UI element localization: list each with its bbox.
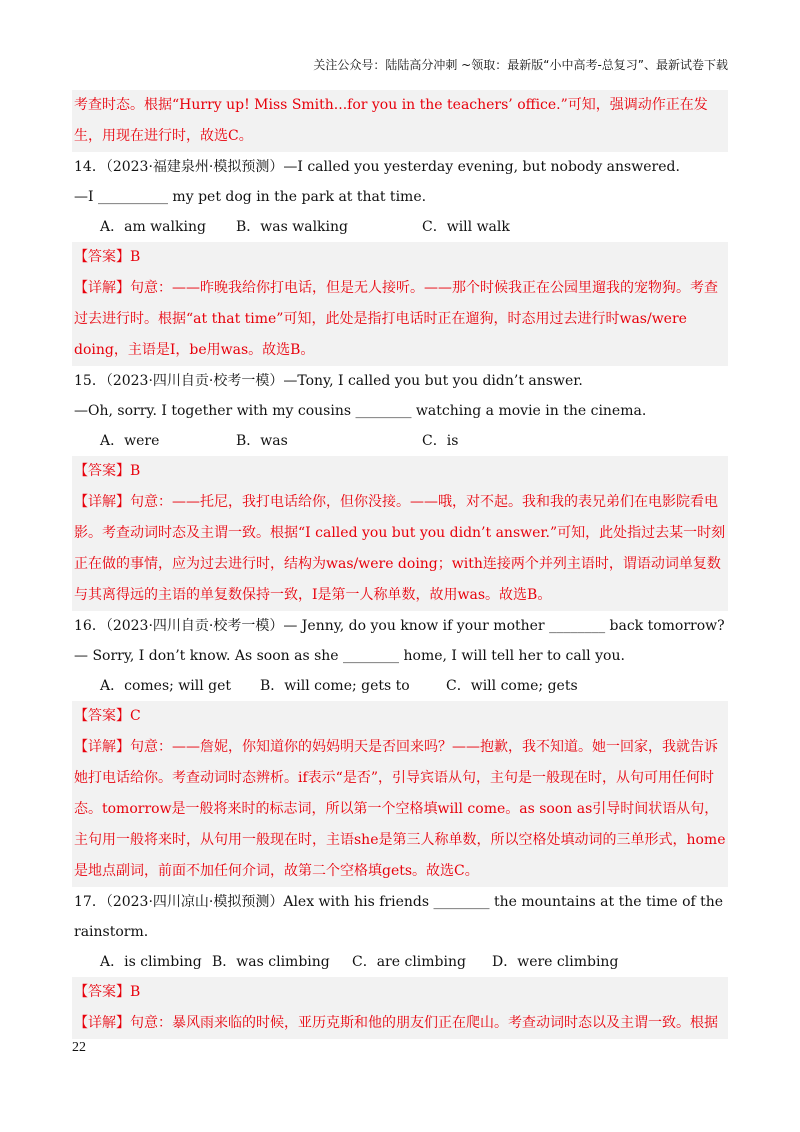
option-c: C．will come; gets [446,678,578,694]
question-15-line2: —Oh, sorry. I together with my cousins ________ watching a movie in the cinema. [74,403,647,419]
option-b: B．will come; gets to [260,678,410,694]
question-16-stem: 16．（2023·四川自贡·校考一模）— Jenny, do you know if your mother ________ back tomorrow? [74,618,725,634]
option-a: A．is climbing [100,954,202,970]
page-number: 22 [72,1040,86,1055]
explanation: 【详解】句意：暴风雨来临的时候，亚历克斯和他的朋友们正在爬山。考查动词时态以及主谓一致。根据 [74,1015,718,1031]
question-17-answer-box [72,977,728,1039]
option-d: D．were climbing [492,954,619,970]
question-14-stem: 14．（2023·福建泉州·模拟预测）—I called you yesterday evening, but nobody answered. [74,159,680,175]
prev-explanation: 考查时态。根据“Hurry up! Miss Smith...for you in the teachers’ office.”可知，强调动作正在发生，用现在进行时，故选C。 [72,90,728,152]
header-note: 关注公众号：陆陆高分冲刺 ~领取：最新版“小中高考-总复习”、最新试卷下载 [313,58,728,72]
question-14-line2: —I __________ my pet dog in the park at that time. [74,189,427,205]
question-16-answer-box [72,701,728,887]
question-15-answer-box [72,456,728,611]
answer-label: 【答案】C [74,708,141,724]
answer-label: 【答案】B [74,463,141,479]
answer-label: 【答案】B [74,249,141,265]
question-16-line2: — Sorry, I don’t know. As soon as she ________ home, I will tell her to call you. [74,648,625,664]
page-content [72,90,728,1039]
question-16-options [72,671,728,701]
option-a: A．comes; will get [100,678,232,694]
question-15-options [72,426,728,456]
explanation: 【详解】句意：——昨晚我给你打电话，但是无人接听。——那个时候我正在公园里遛我的宠物狗。考查过去进行时。根据“at that time”可知，此处是指打电话时正在遛狗，时态用过去进行时was/were doing，主语是I，be用was。故选B。 [74,280,718,358]
answer-label: 【答案】B [74,984,141,1000]
option-b: B．was climbing [212,954,330,970]
question-15-stem: 15．（2023·四川自贡·校考一模）—Tony, I called you but you didn’t answer. [74,373,583,389]
question-17-stem: 17．（2023·四川凉山·模拟预测）Alex with his friends ________ the mountains at the time of the rainstorm. [74,894,724,940]
option-b: B．was walking [236,219,348,235]
option-c: C．are climbing [352,954,466,970]
option-a: A．am walking [100,219,206,235]
explanation: 【详解】句意：——托尼，我打电话给你，但你没接。——哦，对不起。我和我的表兄弟们在电影院看电影。考查动词时态及主谓一致。根据“I called you but you didn’t answer.”可知，此处指过去某一时刻正在做的事情，应为过去进行时，结构为was/were doing；with连接两个并列主语时，谓语动词单复数与其离得远的主语的单复数保持一致，I是第一人称单数，故用was。故选B。 [74,494,726,603]
explanation: 【详解】句意：——詹妮，你知道你的妈妈明天是否回来吗？——抱歉，我不知道。她一回家，我就告诉她打电话给你。考查动词时态辨析。if表示“是否”，引导宾语从句，主句是一般现在时，从句可用任何时态。tomorrow是一般将来时的标志词，所以第一个空格填will come。as soon as引导时间状语从句，主句用一般将来时，从句用一般现在时，主语she是第三人称单数，所以空格处填动词的三单形式，home是地点副词，前面不加任何介词，故第二个空格填gets。故选C。 [74,739,726,879]
option-c: C．is [422,433,459,449]
question-17-options [72,947,728,977]
option-c: C．will walk [422,219,510,235]
question-14-answer-box [72,242,728,366]
option-a: A．were [100,433,160,449]
question-14-options [72,212,728,242]
option-b: B．was [236,433,288,449]
